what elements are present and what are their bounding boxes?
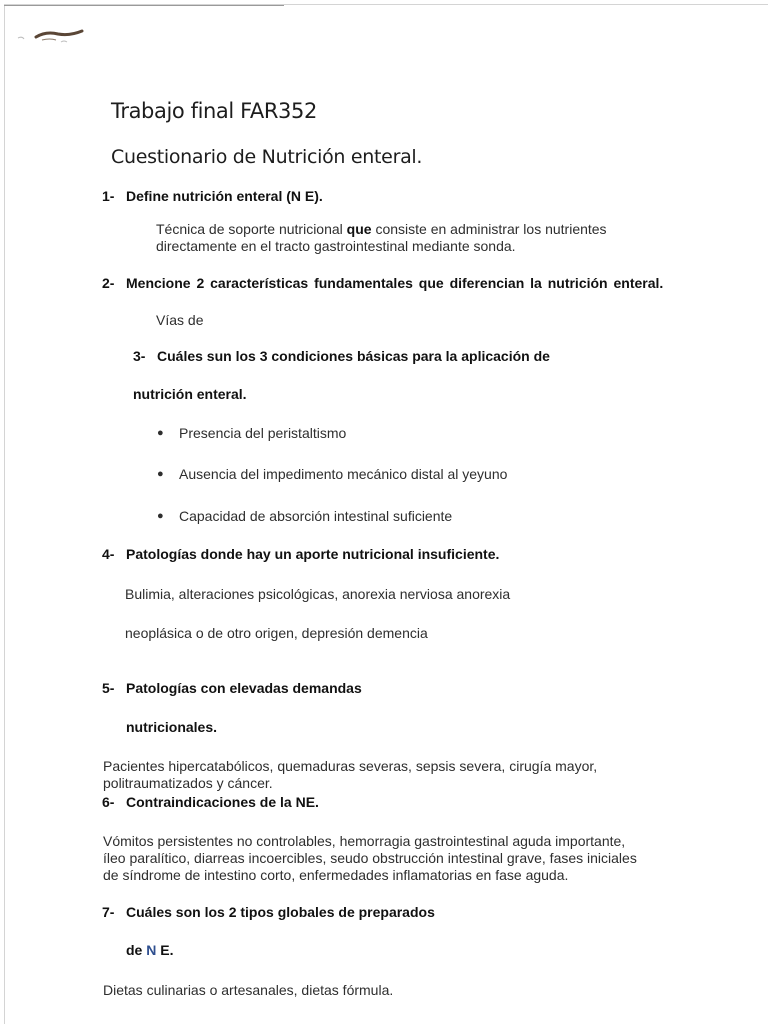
bullet-icon: ● <box>157 468 164 480</box>
question-number: 5- <box>102 680 115 696</box>
question-5-line-2: nutricionales. <box>126 719 218 735</box>
question-1 <box>102 188 323 204</box>
question-7-line-2: de N E. <box>126 942 174 958</box>
question-5 <box>102 680 362 696</box>
answer-text: íleo paralítico, diarreas incoercibles, seudo obstrucción intestinal grave, fases iniciales <box>103 850 637 866</box>
bullet-icon: ● <box>157 510 164 522</box>
answer-5 <box>103 758 597 792</box>
answer-emphasis: que <box>346 221 372 237</box>
answer-text: Pacientes hipercatabólicos, quemaduras severas, sepsis severa, cirugía mayor, <box>103 758 598 774</box>
question-7 <box>102 904 435 920</box>
handwritten-mark <box>16 24 86 48</box>
list-item-text: Capacidad de absorción intestinal suficiente <box>179 508 453 524</box>
question-text: Mencione 2 características fundamentales que diferencian la nutrición enteral. <box>126 275 664 291</box>
question-4 <box>102 546 499 562</box>
answer-text: directamente en el tracto gastrointestinal mediante sonda. <box>156 238 516 254</box>
question-number: 2- <box>102 275 115 291</box>
answer-text: politraumatizados y cáncer. <box>103 775 273 791</box>
answer-2: Vías de <box>156 312 204 328</box>
answer-text: de síndrome de intestino corto, enfermedades inflamatorias en fase aguda. <box>103 867 569 883</box>
question-3-line-2: nutrición enteral. <box>133 386 247 402</box>
list-item <box>157 508 452 524</box>
question-3 <box>133 348 550 364</box>
list-item <box>157 466 507 482</box>
document-subtitle: Cuestionario de Nutrición enteral. <box>111 146 423 168</box>
question-text: Contraindicaciones de la NE. <box>126 794 319 810</box>
answer-7: Dietas culinarias o artesanales, dietas fórmula. <box>103 982 394 998</box>
answer-1 <box>156 221 607 255</box>
question-6 <box>102 794 319 810</box>
question-text: Patologías donde hay un aporte nutricional insuficiente. <box>126 546 500 562</box>
question-number: 1- <box>102 188 115 204</box>
answer-text: Técnica de soporte nutricional <box>156 221 347 237</box>
question-text: Cuáles sun los 3 condiciones básicas para la aplicación de <box>157 348 550 364</box>
question-number: 7- <box>102 904 115 920</box>
document-title: Trabajo final FAR352 <box>111 99 317 123</box>
answer-4-line-2: neoplásica o de otro origen, depresión demencia <box>125 625 428 641</box>
list-item-text: Presencia del peristaltismo <box>179 425 347 441</box>
answer-text: consiste en administrar los nutrientes <box>371 221 607 237</box>
answer-4-line-1: Bulimia, alteraciones psicológicas, anorexia nerviosa anorexia <box>125 586 511 602</box>
question-text: Define nutrición enteral (N E). <box>126 188 323 204</box>
question-number: 4- <box>102 546 115 562</box>
question-number: 3- <box>133 348 146 364</box>
list-item <box>157 425 346 441</box>
list-item-text: Ausencia del impedimento mecánico distal al yeyuno <box>179 466 508 482</box>
answer-6 <box>103 833 637 884</box>
question-text: Patologías con elevadas demandas <box>126 680 362 696</box>
answer-text: Vómitos persistentes no controlables, hemorragia gastrointestinal aguda importante, <box>103 833 626 849</box>
bullet-icon: ● <box>157 427 164 439</box>
question-2 <box>102 275 663 291</box>
question-number: 6- <box>102 794 115 810</box>
question-text: Cuáles son los 2 tipos globales de preparados <box>126 904 435 920</box>
header-rule <box>4 5 284 6</box>
